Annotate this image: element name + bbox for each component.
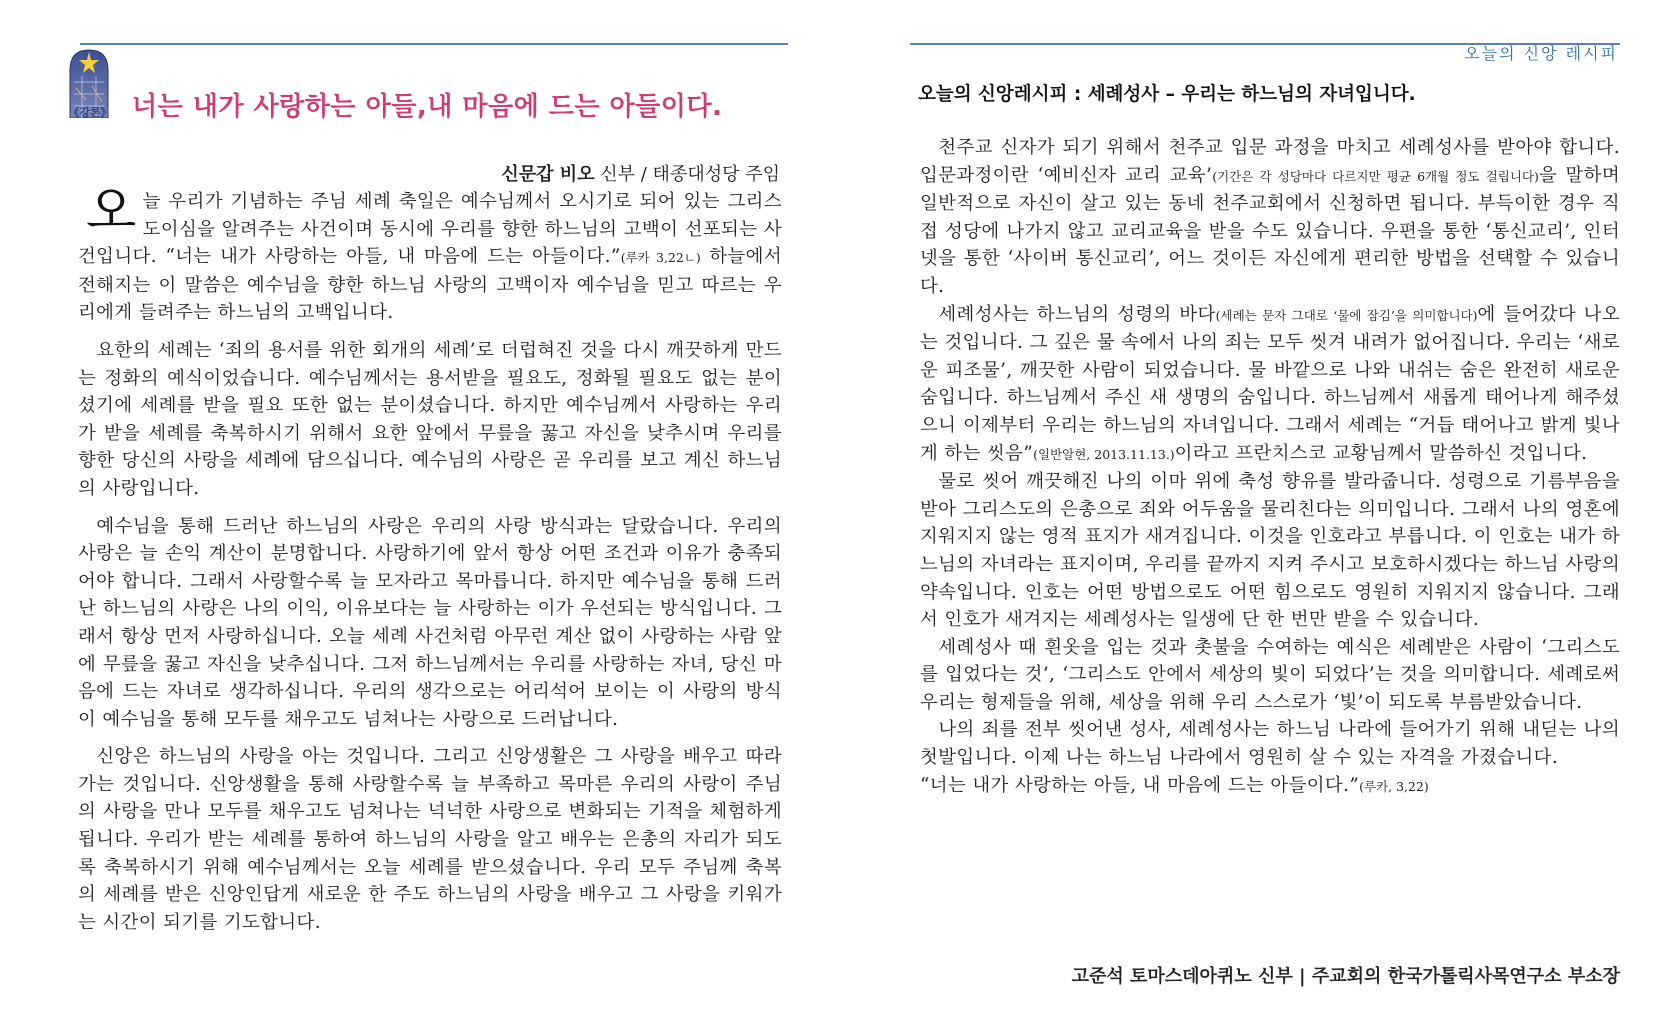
left-top-rule [80, 43, 788, 45]
right-body [920, 134, 1620, 800]
emblem-label: 《강론》 [68, 106, 112, 119]
author-role: 신부 / 태종대성당 주임 [594, 164, 780, 185]
right-byline: 고준석 토마스데아퀴노 신부 | 주교회의 한국가톨릭사목연구소 부소장 [1071, 966, 1620, 987]
left-paragraph-1-citation: (루카 3,22ㄴ) [620, 250, 701, 266]
left-body [78, 182, 782, 946]
left-paragraph-3: 예수님을 통해 드러난 하느님의 사랑은 우리의 사랑 방식과는 달랐습니다. 우리의 사랑은 늘 손익 계산이 분명합니다. 사랑하기에 앞서 항상 어떤 조건과 이유가 충족되어야 합니다. 그래서 사랑할수록 늘 모자라고 목마릅니다. 하지만 예수님을 통해 드러난 하느님의 사랑은 나의 이익, 이유보다는 늘 사랑하는 이가 우선되는 방식입니다. 그래서 항상 먼저 사랑하십니다. 오늘 세례 사건처럼 아무런 계산 없이 사랑하는 사람 앞에 무릎을 꿇고 자신을 낮추십니다. 그저 하느님께서는 우리를 사랑하는 자녀, 당신 마음에 드는 자녀로 생각하십니다. 우리의 생각으로는 어리석어 보이는 이 사랑의 방식이 예수님을 통해 모두를 채우고도 넘쳐나는 사랑으로 드러납니다. [78, 515, 782, 730]
right-paragraph-5: 나의 죄를 전부 씻어낸 성사, 세례성사는 하느님 나라에 들어가기 위해 내딛는 나의 첫발입니다. 이제 나는 하느님 나라에서 영원히 살 수 있는 자격을 가졌습니다. [920, 719, 1620, 769]
right-paragraph-4: 세례성사 때 흰옷을 입는 것과 촛불을 수여하는 예식은 세례받은 사람이 ‘그리스도를 입었다는 것’, ‘그리스도 안에서 세상의 빛이 되었다’는 것을 의미합니다. 세례로써 우리는 형제들을 위해, 세상을 위해 우리 스스로가 ‘빛’이 되도록 부름받았습니다. [920, 636, 1620, 713]
closing-quote-citation: (루카, 3,22) [1359, 778, 1429, 794]
closing-quote [920, 772, 1620, 801]
drop-cap: 오 [86, 182, 137, 242]
left-paragraph-1-text-a: 늘 우리가 기념하는 주님 세례 축일은 예수님께서 오시기로 되어 있는 그리스도이심을 알려주는 사건이며 동시에 우리를 향한 하느님의 고백이 선포되는 사건입니다. “너는 내가 사랑하는 아들, 내 마음에 드는 아들이다.” [78, 191, 782, 268]
left-byline [501, 160, 780, 186]
right-paragraph-2-text-b: 에 들어갔다 나오는 것입니다. 그 깊은 물 속에서 나의 죄는 모두 씻겨 내려가 없어집니다. 우리는 ‘새로운 피조물’, 깨끗한 사람이 되었습니다. 물 바깥으로 나와 내쉬는 숨은 완전히 새로운 숨입니다. 하느님께서 주신 새 생명의 숨입니다. 하느님께서 새롭게 태어나게 해주셨으니 이제부터 우리는 하느님의 자녀입니다. 그래서 세례는 “거듭 태어나고 밝게 빛나게 하는 씻음” [920, 303, 1620, 464]
series-label: 오늘의 신앙 레시피 [1464, 44, 1618, 63]
left-paragraph-4: 신앙은 하느님의 사랑을 아는 것입니다. 그리고 신앙생활은 그 사랑을 배우고 따라가는 것입니다. 신앙생활을 통해 사랑할수록 늘 부족하고 목마른 우리의 사랑이 주님의 사랑을 만나 모두를 채우고도 넘쳐나는 넉넉한 사랑으로 변화되는 기적을 체험하게 됩니다. 우리가 받는 세례를 통하여 하느님의 사랑을 알고 배우는 은총의 자리가 되도록 축복하시기 위해 예수님께서는 오늘 세례를 받으셨습니다. 우리 모두 주님께 축복의 세례를 받은 신앙인답게 새로운 한 주도 하느님의 사랑을 배우고 그 사랑을 키워가는 시간이 되기를 기도합니다. [78, 746, 782, 933]
left-paragraph-1 [78, 182, 782, 327]
right-paragraph-1-text-a: 천주교 신자가 되기 위해서 천주교 입문 과정을 마치고 세례성사를 받아야 합니다. 입문과정이란 ‘예비신자 교리 교육’ [920, 137, 1620, 186]
right-paragraph-2 [920, 301, 1620, 469]
closing-quote-text: “너는 내가 사랑하는 아들, 내 마음에 드는 아들이다.” [920, 774, 1360, 796]
right-paragraph-2-note: (세례는 문자 그대로 ‘물에 잠김’을 의미합니다) [1215, 307, 1478, 323]
author-name: 신문갑 비오 [501, 164, 595, 185]
right-paragraph-1-note: (기간은 각 성당마다 다르지만 평균 6개월 정도 걸립니다) [1212, 168, 1539, 184]
right-paragraph-2-text-a: 세례성사는 하느님의 성령의 바다 [938, 303, 1216, 325]
right-paragraph-2-citation: (일반알현, 2013.11.13.) [1033, 446, 1175, 462]
right-paragraph-3: 물로 씻어 깨끗해진 나의 이마 위에 축성 향유를 발라줍니다. 성령으로 기름부음을 받아 그리스도의 은총으로 죄와 어두움을 물리친다는 의미입니다. 그래서 나의 영혼에 지워지지 않는 영적 표지가 새겨집니다. 이것을 인호라고 부릅니다. 이 인호는 내가 하느님의 자녀라는 표지이며, 우리를 끝까지 지켜 주시고 보호하시겠다는 하느님 사랑의 약속입니다. 인호는 어떤 방법으로도 어떤 힘으로도 영원히 지워지지 않습니다. 그래서 인호가 새겨지는 세례성사는 일생에 단 한 번만 받을 수 있습니다. [920, 471, 1620, 631]
right-paragraph-1-text-b: 을 말하며 일반적으로 자신이 살고 있는 동네 천주교회에서 신청하면 됩니다. 부득이한 경우 직접 성당에 나가지 않고 교리교육을 받을 수도 있습니다. 우편을 통한 ‘통신교리’, 인터넷을 통한 ‘사이버 통신교리’, 어느 것이든 자신에게 편리한 방법을 선택할 수 있습니다. [920, 164, 1621, 297]
right-paragraph-1 [920, 134, 1620, 301]
right-title: 오늘의 신앙레시피 : 세례성사 – 우리는 하느님의 자녀입니다. [918, 84, 1416, 105]
left-paragraph-2: 요한의 세례는 ‘죄의 용서를 위한 회개의 세례’로 더럽혀진 것을 다시 깨끗하게 만드는 정화의 예식이었습니다. 예수님께서는 용서받을 필요도, 정화될 필요도 없는 분이셨기에 세례를 받을 필요 또한 없는 분이셨습니다. 하지만 예수님께서 사랑하는 우리가 받을 세례를 축복하시기 위해서 요한 앞에서 무릎을 꿇고 자신을 낮추시며 우리를 향한 당신의 사랑을 세례에 담으십니다. 예수님의 사랑은 곧 우리를 보고 계신 하느님의 사랑입니다. [78, 339, 782, 499]
right-paragraph-2-text-c: 이라고 프란치스코 교황님께서 말씀하신 것입니다. [1174, 442, 1588, 464]
left-headline: 너는 내가 사랑하는 아들,내 마음에 드는 아들이다. [132, 92, 723, 122]
left-paragraph-1-text-b: 하늘에서 전해지는 이 말씀은 예수님을 향한 하느님 사랑의 고백이자 예수님을 믿고 따르는 우리에게 들려주는 하느님의 고백입니다. [78, 246, 782, 324]
